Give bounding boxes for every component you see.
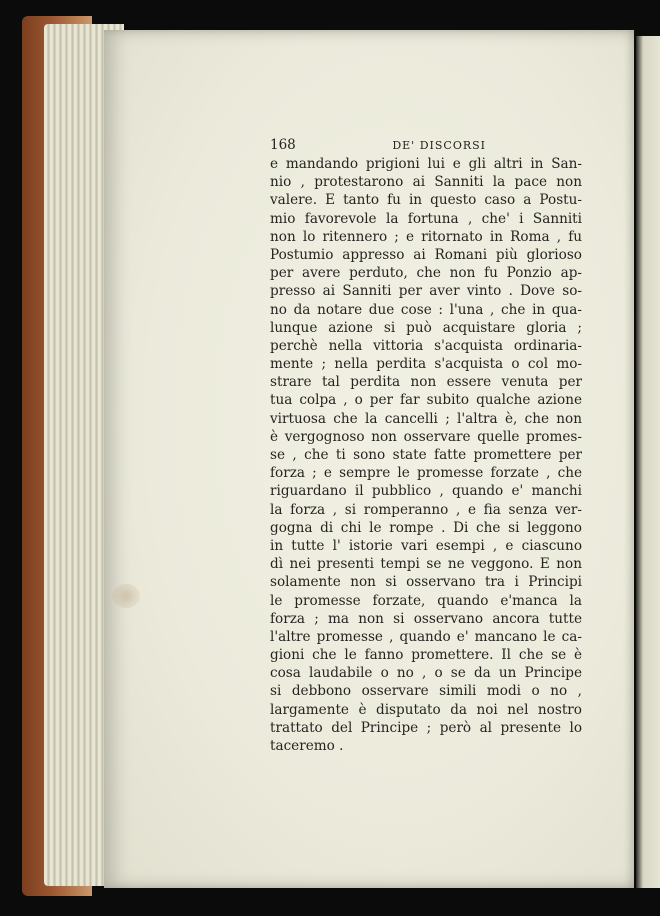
text-line: le promesse forzate, quando e'manca la: [270, 592, 582, 609]
running-header: [270, 136, 582, 153]
text-line: la forza , si romperanno , e fia senza ver-: [270, 501, 582, 518]
text-line: si debbono osservare simili modi o no ,: [270, 683, 582, 700]
text-line: mio favorevole la fortuna , che' i Sanniti: [270, 210, 582, 227]
text-line: e mandando prigioni lui e gli altri in San-: [270, 156, 582, 172]
text-line: largamente è disputato da noi nel nostro: [270, 701, 582, 718]
text-line: mente ; nella perdita s'acquista o col mo-: [270, 356, 582, 373]
paper-stain: [112, 584, 140, 608]
text-line: forza ; e sempre le promesse forzate , che: [270, 465, 582, 482]
text-line: forza ; ma non si osservano ancora tutte: [270, 610, 582, 627]
text-line: tua colpa , o per far subito qualche azione: [270, 392, 582, 409]
text-line: no da notare due cose : l'una , che in qua-: [270, 301, 582, 318]
text-line: strare tal perdita non essere venuta per: [270, 374, 582, 391]
text-line: in tutte l' istorie vari esempi , e ciascuno: [270, 537, 582, 554]
page-text-block: [270, 136, 582, 755]
text-line: perchè nella vittoria s'acquista ordinaria-: [270, 337, 582, 354]
body-text: [270, 155, 582, 755]
text-line: è vergognoso non osservare quelle promes-: [270, 428, 582, 445]
text-line: lunque azione si può acquistare gloria ;: [270, 319, 582, 336]
page-number: 168: [270, 137, 296, 153]
text-line: solamente non si osservano tra i Principi: [270, 574, 582, 591]
text-line: valere. E tanto fu in questo caso a Postu-: [270, 192, 582, 209]
text-line: l'altre promesse , quando e' mancano le ca-: [270, 628, 582, 645]
text-line: gioni che le fanno promettere. Il che se è: [270, 647, 582, 664]
text-line: nio , protestarono ai Sanniti la pace non: [270, 174, 582, 191]
text-line: gogna di chi le rompe . Di che si leggono: [270, 519, 582, 536]
facing-page-edge: [636, 36, 660, 888]
text-line: se , che ti sono state fatte promettere per: [270, 447, 582, 463]
text-line: riguardano il pubblico , quando e' manchi: [270, 483, 582, 500]
text-line: virtuosa che la cancelli ; l'altra è, che non: [270, 410, 582, 427]
text-line: trattato del Principe ; però al presente lo: [270, 719, 582, 736]
text-line: taceremo .: [270, 738, 344, 754]
text-line: cosa laudabile o no , o se da un Principe: [270, 665, 582, 682]
text-line: per avere perduto, che non fu Ponzio ap-: [270, 265, 582, 282]
text-line: non lo ritennero ; e ritornato in Roma , fu: [270, 228, 582, 245]
text-line: Postumio appresso ai Romani più glorioso: [270, 246, 582, 263]
text-line: dì nei presenti tempi se ne veggono. E non: [270, 556, 582, 573]
text-line: presso ai Sanniti per aver vinto . Dove so-: [270, 283, 582, 300]
running-title: DE' DISCORSI: [392, 139, 486, 152]
